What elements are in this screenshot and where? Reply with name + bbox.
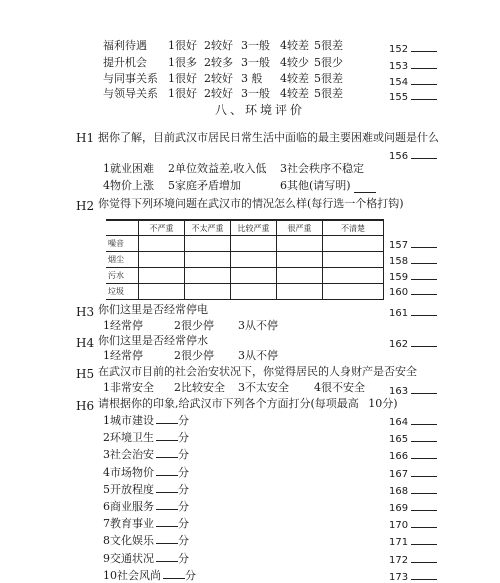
h6-item-score-blank[interactable]	[156, 517, 178, 527]
rating-row-code-blank[interactable]	[411, 90, 437, 100]
rating-option[interactable]: 3一般	[241, 39, 270, 52]
h2-row-noise	[106, 236, 384, 252]
h6-item	[103, 569, 196, 581]
h6-item	[103, 483, 189, 495]
h2-row-code-blank[interactable]	[411, 270, 437, 280]
h2-row-label: 噪音	[106, 236, 139, 252]
rating-option[interactable]: 1很多	[168, 56, 197, 69]
option[interactable]: 2单位效益差,收入低	[168, 162, 267, 175]
rating-option[interactable]: 4较少	[280, 56, 309, 69]
rating-row-code-number: 155	[389, 92, 409, 103]
h2-row-code-blank[interactable]	[411, 254, 437, 264]
h1-code	[389, 149, 437, 162]
h2-row-code-number: 158	[389, 256, 409, 267]
h6-item-code-number: 165	[389, 434, 409, 445]
option[interactable]: 5家庭矛盾增加	[168, 179, 241, 192]
rating-row-code-number: 152	[389, 44, 409, 55]
option[interactable]: 3不太安全	[238, 381, 289, 394]
h2-cell[interactable]	[185, 236, 231, 252]
h2-row-code-number: 157	[389, 240, 409, 251]
h6-item	[103, 500, 189, 512]
h6-item-label: 1城市建设	[103, 414, 154, 427]
h6-item-label: 6商业服务	[103, 500, 154, 513]
h2-row-code	[389, 270, 437, 283]
h2-cell[interactable]	[231, 284, 277, 300]
option[interactable]: 3社会秩序不稳定	[280, 162, 364, 175]
rating-option[interactable]: 3一般	[241, 56, 270, 69]
h3-number: H3	[76, 305, 95, 319]
h6-item	[103, 414, 189, 426]
h2-cell[interactable]	[277, 284, 323, 300]
h6-item-code	[389, 432, 437, 445]
h2-table-corner	[106, 220, 139, 236]
h5-question: 在武汉市目前的社会治安状况下，你觉得居民的人身财产是否安全	[98, 365, 417, 378]
h6-item	[103, 466, 189, 478]
h6-item-code-blank[interactable]	[411, 570, 437, 580]
option[interactable]: 4很不安全	[314, 381, 365, 394]
h2-row-code-number: 160	[389, 287, 409, 298]
h4-code-number: 162	[389, 339, 409, 350]
h6-item-code	[389, 553, 437, 566]
h6-item-unit: 分	[178, 534, 189, 547]
h6-item-unit: 分	[178, 466, 189, 479]
rating-row-code-number: 153	[389, 61, 409, 72]
h2-cell[interactable]	[323, 268, 384, 284]
h2-cell[interactable]	[277, 268, 323, 284]
h6-item-code	[389, 570, 437, 583]
h6-item-code-number: 167	[389, 469, 409, 480]
h6-item-score-blank[interactable]	[156, 534, 178, 544]
h5-number: H5	[76, 367, 95, 381]
h2-row-smoke	[106, 252, 384, 268]
h6-item-code-blank[interactable]	[411, 535, 437, 545]
rating-row-label: 提升机会	[103, 56, 147, 69]
h2-col-unclear: 不清楚	[323, 220, 384, 236]
h2-cell[interactable]	[323, 252, 384, 268]
h2-row-code-number: 159	[389, 272, 409, 283]
h6-item-score-blank[interactable]	[156, 500, 178, 510]
rating-row-label: 与领导关系	[103, 87, 158, 100]
h6-number: H6	[76, 399, 95, 413]
h6-item	[103, 534, 189, 546]
h5-code-number: 163	[389, 386, 409, 397]
h2-col-not-serious: 不严重	[139, 220, 185, 236]
h1-number: H1	[76, 131, 95, 145]
h2-table	[106, 219, 384, 300]
rating-option[interactable]: 5很差	[314, 39, 343, 52]
h6-item-label: 2环境卫生	[103, 431, 154, 444]
rating-option[interactable]: 3 般	[241, 72, 263, 85]
h6-item	[103, 517, 189, 529]
option[interactable]: 2比较安全	[174, 381, 225, 394]
h6-item-code-blank[interactable]	[411, 449, 437, 459]
h2-cell[interactable]	[277, 252, 323, 268]
h3-code-number: 161	[389, 308, 409, 319]
h2-row-garbage	[106, 284, 384, 300]
option[interactable]: 2很少停	[174, 319, 214, 332]
h6-question	[98, 398, 398, 409]
rating-row-label: 福利待遇	[103, 39, 147, 52]
h1-code-number: 156	[389, 151, 409, 162]
h6-item-code-number: 164	[389, 417, 409, 428]
h6-item-code	[389, 449, 437, 462]
h2-row-label: 污水	[106, 268, 139, 284]
h2-col-very-serious: 很严重	[277, 220, 323, 236]
h2-cell[interactable]	[323, 236, 384, 252]
h6-item	[103, 431, 189, 443]
option[interactable]: 2很少停	[174, 349, 214, 362]
h6-item-code-blank[interactable]	[411, 467, 437, 477]
h6-question-text: 请根据你的印象,给武汉市下列各个方面打分(每项最高	[98, 397, 359, 410]
h3-code-blank[interactable]	[411, 306, 437, 316]
h6-item-code-blank[interactable]	[411, 484, 437, 494]
h6-item-score-blank[interactable]	[156, 431, 178, 441]
h3-question: 你们这里是否经常停电	[98, 303, 208, 316]
h6-item-code-number: 171	[389, 537, 409, 548]
h4-code	[389, 337, 437, 350]
h2-row-label: 垃圾	[106, 284, 139, 300]
rating-option[interactable]: 3一般	[241, 87, 270, 100]
h6-item-unit: 分	[178, 414, 189, 427]
h6-item	[103, 448, 189, 460]
h6-item-code-number: 169	[389, 503, 409, 514]
h2-cell[interactable]	[231, 268, 277, 284]
h6-item-code-number: 173	[389, 572, 409, 583]
h2-cell[interactable]	[139, 252, 185, 268]
rating-option[interactable]: 1很好	[168, 39, 197, 52]
rating-option[interactable]: 2较好	[204, 72, 233, 85]
h2-cell[interactable]	[277, 236, 323, 252]
h2-row-code	[389, 254, 437, 267]
h2-cell[interactable]	[139, 236, 185, 252]
h1-other-blank[interactable]	[354, 183, 376, 193]
h6-item-code-blank[interactable]	[411, 432, 437, 442]
h6-item-label: 8文化娱乐	[103, 534, 154, 547]
h2-cell[interactable]	[231, 252, 277, 268]
rating-row-code	[389, 75, 437, 88]
h2-number: H2	[76, 199, 95, 213]
h6-item-code-blank[interactable]	[411, 518, 437, 528]
rating-option[interactable]: 2较多	[204, 56, 233, 69]
h6-item	[103, 552, 189, 564]
h6-item-unit: 分	[178, 517, 189, 530]
option[interactable]: 4物价上涨	[103, 179, 154, 192]
h2-row-code	[389, 285, 437, 298]
h6-item-label: 7教育事业	[103, 517, 154, 530]
h2-cell[interactable]	[139, 268, 185, 284]
h6-item-code-blank[interactable]	[411, 501, 437, 511]
h2-cell[interactable]	[185, 252, 231, 268]
rating-option[interactable]: 1很好	[168, 72, 197, 85]
h6-item-unit: 分	[178, 431, 189, 444]
h1-code-blank[interactable]	[411, 149, 437, 159]
h6-item-code	[389, 484, 437, 497]
rating-option[interactable]: 5很差	[314, 72, 343, 85]
h6-item-code-blank[interactable]	[411, 553, 437, 563]
h2-cell[interactable]	[231, 236, 277, 252]
h2-row-code	[389, 238, 437, 251]
rating-option[interactable]: 2较好	[204, 39, 233, 52]
option[interactable]: 1经常停	[103, 349, 143, 362]
rating-option[interactable]: 4较差	[280, 87, 309, 100]
h5-code-blank[interactable]	[411, 384, 437, 394]
h2-col-not-very-serious: 不太严重	[185, 220, 231, 236]
rating-option[interactable]: 1很好	[168, 87, 197, 100]
rating-row-code	[389, 90, 437, 103]
h2-cell[interactable]	[323, 284, 384, 300]
h6-item-code	[389, 415, 437, 428]
option[interactable]: 1就业困难	[103, 162, 154, 175]
h2-row-code-blank[interactable]	[411, 238, 437, 248]
rating-row-label: 与同事关系	[103, 72, 158, 85]
h6-item-unit: 分	[178, 483, 189, 496]
option[interactable]: 1经常停	[103, 319, 143, 332]
h6-item-unit: 分	[178, 500, 189, 513]
h6-item-code-number: 168	[389, 486, 409, 497]
h3-code	[389, 306, 437, 319]
h6-question-tail: 10分)	[368, 397, 398, 410]
h6-item-code-blank[interactable]	[411, 415, 437, 425]
h2-row-label: 烟尘	[106, 252, 139, 268]
h6-item-score-blank[interactable]	[156, 466, 178, 476]
h6-item-label: 4市场物价	[103, 466, 154, 479]
h6-item-code-number: 166	[389, 451, 409, 462]
h2-cell[interactable]	[185, 284, 231, 300]
rating-row-code	[389, 59, 437, 72]
h6-item-score-blank[interactable]	[156, 483, 178, 493]
h6-item-score-blank[interactable]	[156, 448, 178, 458]
h6-item-score-blank[interactable]	[156, 552, 178, 562]
h2-col-fairly-serious: 比较严重	[231, 220, 277, 236]
option[interactable]: 3从不停	[238, 349, 278, 362]
h2-cell[interactable]	[139, 284, 185, 300]
rating-option[interactable]: 4较差	[280, 39, 309, 52]
h6-item-label: 10社会风尚	[103, 569, 161, 582]
h6-item-score-blank[interactable]	[156, 414, 178, 424]
h6-item-label: 5开放程度	[103, 483, 154, 496]
rating-option[interactable]: 5很差	[314, 87, 343, 100]
h6-item-code-number: 170	[389, 520, 409, 531]
option[interactable]: 1非常安全	[103, 381, 154, 394]
h4-code-blank[interactable]	[411, 337, 437, 347]
h6-item-code	[389, 518, 437, 531]
h2-row-code-blank[interactable]	[411, 285, 437, 295]
option[interactable]: 6其他(请写明)	[280, 179, 351, 192]
h6-item-unit: 分	[178, 448, 189, 461]
section-title: 八、环境评价	[215, 103, 306, 117]
h2-question: 你觉得下列环境问题在武汉市的情况怎么样(每行选一个格打钩)	[98, 197, 404, 210]
rating-row-code-blank[interactable]	[411, 75, 437, 85]
h6-item-label: 3社会治安	[103, 448, 154, 461]
rating-row-code	[389, 42, 437, 55]
h6-item-score-blank[interactable]	[163, 569, 185, 579]
h1-question: 据你了解，目前武汉市居民日常生活中面临的最主要困难或问题是什么	[98, 131, 439, 144]
h2-cell[interactable]	[185, 268, 231, 284]
rating-option[interactable]: 2较好	[204, 87, 233, 100]
option[interactable]: 3从不停	[238, 319, 278, 332]
h6-item-code-number: 172	[389, 555, 409, 566]
h2-row-sewage	[106, 268, 384, 284]
h6-item-label: 9交通状况	[103, 552, 154, 565]
rating-row-code-blank[interactable]	[411, 59, 437, 69]
h6-item-unit: 分	[185, 569, 196, 582]
rating-row-code-number: 154	[389, 77, 409, 88]
h5-code	[389, 384, 437, 397]
rating-option[interactable]: 5很少	[314, 56, 343, 69]
h6-item-code	[389, 535, 437, 548]
h6-item-code	[389, 501, 437, 514]
h4-question: 你们这里是否经常停水	[98, 334, 208, 347]
h6-item-unit: 分	[178, 552, 189, 565]
h6-item-code	[389, 467, 437, 480]
rating-row-code-blank[interactable]	[411, 42, 437, 52]
h4-number: H4	[76, 336, 95, 350]
rating-option[interactable]: 4较差	[280, 72, 309, 85]
